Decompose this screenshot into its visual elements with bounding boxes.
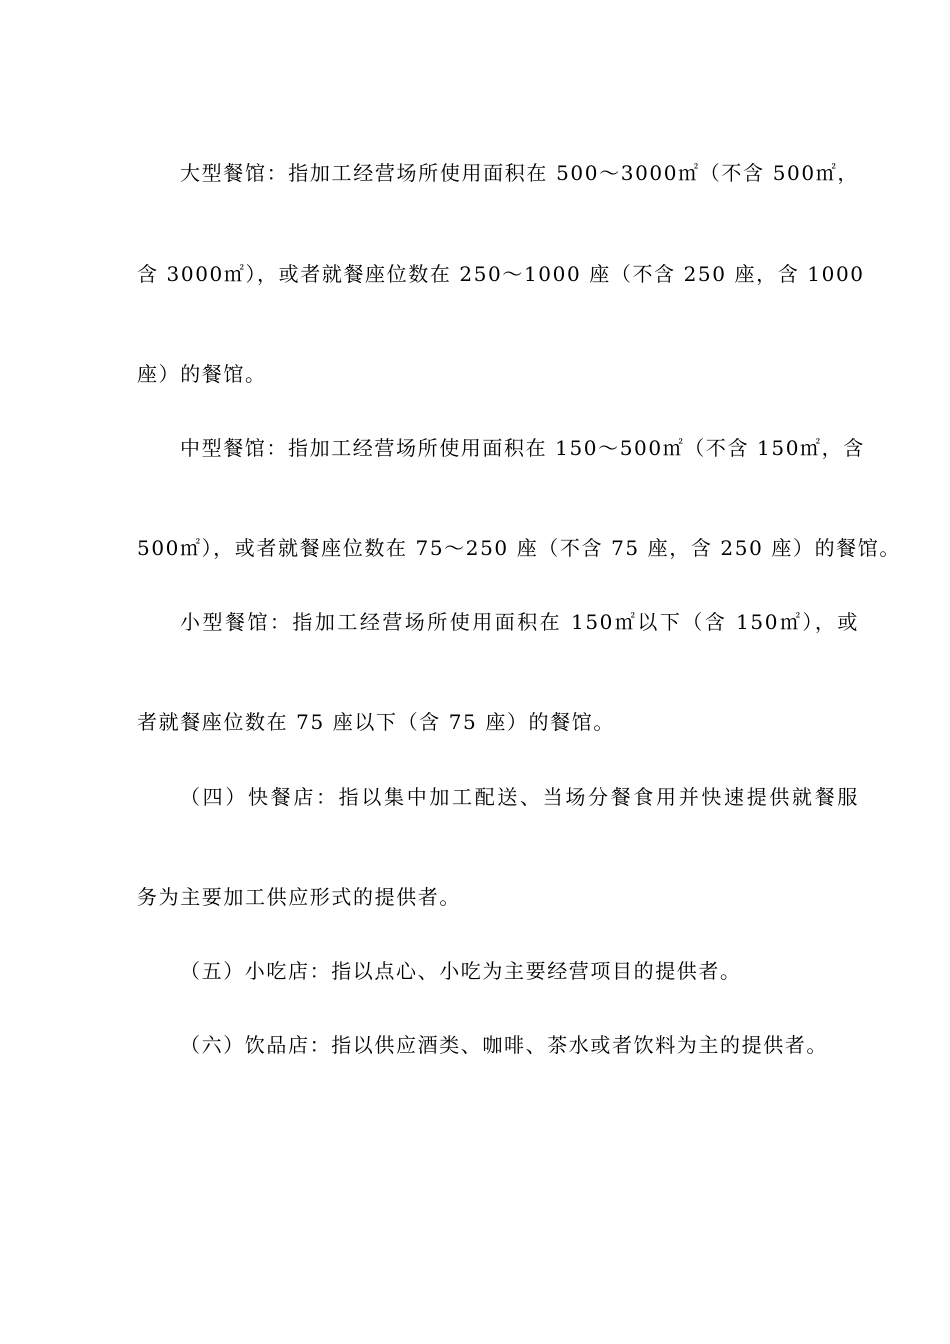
- paragraph-small-restaurant-line-2: 者就餐座位数在 75 座以下（含 75 座）的餐馆。: [137, 710, 615, 734]
- paragraph-fast-food-line-2: 务为主要加工供应形式的提供者。: [137, 885, 461, 909]
- paragraph-medium-restaurant-line-1: 中型餐馆：指加工经营场所使用面积在 150～500㎡（不含 150㎡，含: [180, 436, 865, 460]
- paragraph-fast-food-line-1: （四）快餐店：指以集中加工配送、当场分餐食用并快速提供就餐服: [180, 785, 859, 809]
- paragraph-small-restaurant-line-1: 小型餐馆：指加工经营场所使用面积在 150㎡以下（含 150㎡），或: [180, 610, 859, 634]
- paragraph-beverage-shop: （六）饮品店：指以供应酒类、咖啡、茶水或者饮料为主的提供者。: [180, 1033, 828, 1057]
- paragraph-large-restaurant-line-2: 含 3000㎡），或者就餐座位数在 250～1000 座（不含 250 座，含 1000: [137, 262, 865, 286]
- paragraph-snack-shop: （五）小吃店：指以点心、小吃为主要经营项目的提供者。: [180, 959, 742, 983]
- paragraph-large-restaurant-line-3: 座）的餐馆。: [137, 362, 267, 386]
- paragraph-medium-restaurant-line-2: 500㎡），或者就餐座位数在 75～250 座（不含 75 座，含 250 座）的餐馆。: [137, 536, 901, 560]
- paragraph-large-restaurant-line-1: 大型餐馆：指加工经营场所使用面积在 500～3000㎡（不含 500㎡，: [180, 161, 859, 185]
